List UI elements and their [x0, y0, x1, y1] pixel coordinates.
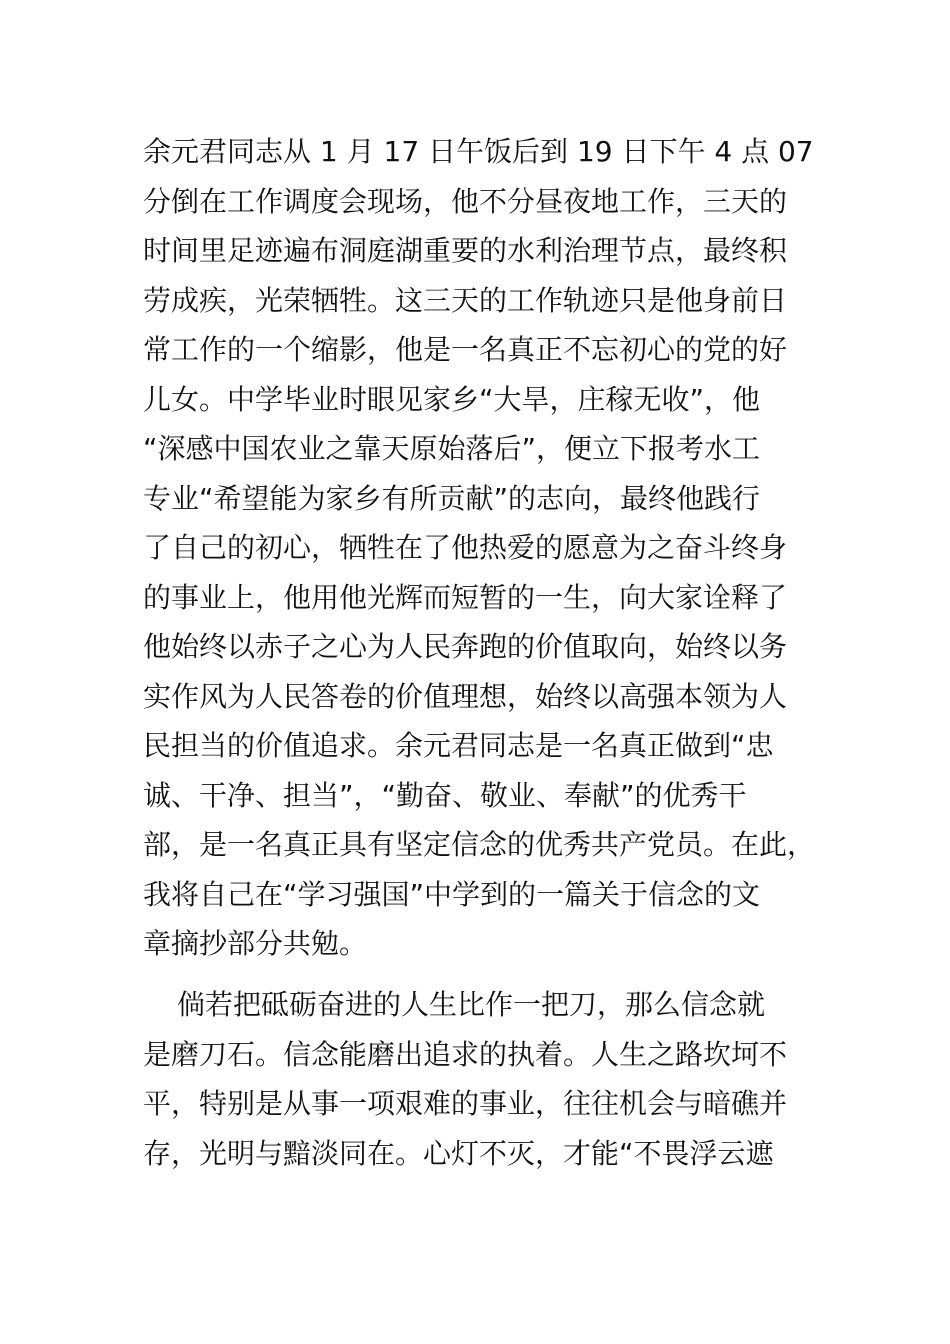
paragraph-line: 了自己的初心，牺牲在了他热爱的愿意为之奋斗终身: [143, 531, 788, 564]
paragraph-line: 章摘抄部分共勉。: [143, 927, 368, 960]
paragraph-line: 余元君同志从 1 月 17 日午饭后到 19 日下午 4 点 07: [143, 135, 814, 168]
paragraph-line: 的事业上，他用他光辉而短暂的一生，向大家诠释了: [143, 580, 788, 614]
paragraph-line: 平，特别是从事一项艰难的事业，往往机会与暗礁并: [143, 1087, 788, 1120]
paragraph-line: 是磨刀石。信念能磨出追求的执着。人生之路坎坷不: [143, 1037, 788, 1071]
paragraph-line: 民担当的价值追求。余元君同志是一名真正做到“忠: [143, 729, 774, 762]
paragraph-line: 劳成疾，光荣牺牲。这三天的工作轨迹只是他身前日: [143, 283, 788, 317]
paragraph-line: 分倒在工作调度会现场，他不分昼夜地工作，三天的: [143, 184, 788, 218]
paragraph-line: 儿女。中学毕业时眼见家乡“大旱，庄稼无收”，他: [143, 382, 761, 416]
paragraph-line: 我将自己在“学习强国”中学到的一篇关于信念的文: [143, 877, 761, 911]
paragraph-line: 常工作的一个缩影，他是一名真正不忘初心的党的好: [143, 333, 788, 366]
paragraph-line: 部，是一名真正具有坚定信念的优秀共产党员。在此，: [143, 828, 816, 861]
paragraph-line: 实作风为人民答卷的价值理想，始终以高强本领为人: [143, 679, 788, 713]
paragraph-line: 诚、干净、担当”，“勤奋、敬业、奉献”的优秀干: [143, 778, 747, 812]
paragraph-line: 存，光明与黯淡同在。心灯不灭，才能“不畏浮云遮: [143, 1136, 774, 1170]
paragraph-line: 专业“希望能为家乡有所贡献”的志向，最终他践行: [143, 481, 761, 515]
paragraph-2: [143, 980, 823, 1178]
paragraph-line: 倘若把砥砺奋进的人生比作一把刀，那么信念就: [177, 988, 766, 1021]
paragraph-line: 他始终以赤子之心为人民奔跑的价值取向，始终以务: [143, 630, 788, 663]
paragraph-1: [143, 127, 823, 969]
paragraph-line: 时间里足迹遍布洞庭湖重要的水利治理节点，最终积: [143, 234, 788, 267]
paragraph-line: “深感中国农业之靠天原始落后”，便立下报考水工: [143, 432, 761, 465]
